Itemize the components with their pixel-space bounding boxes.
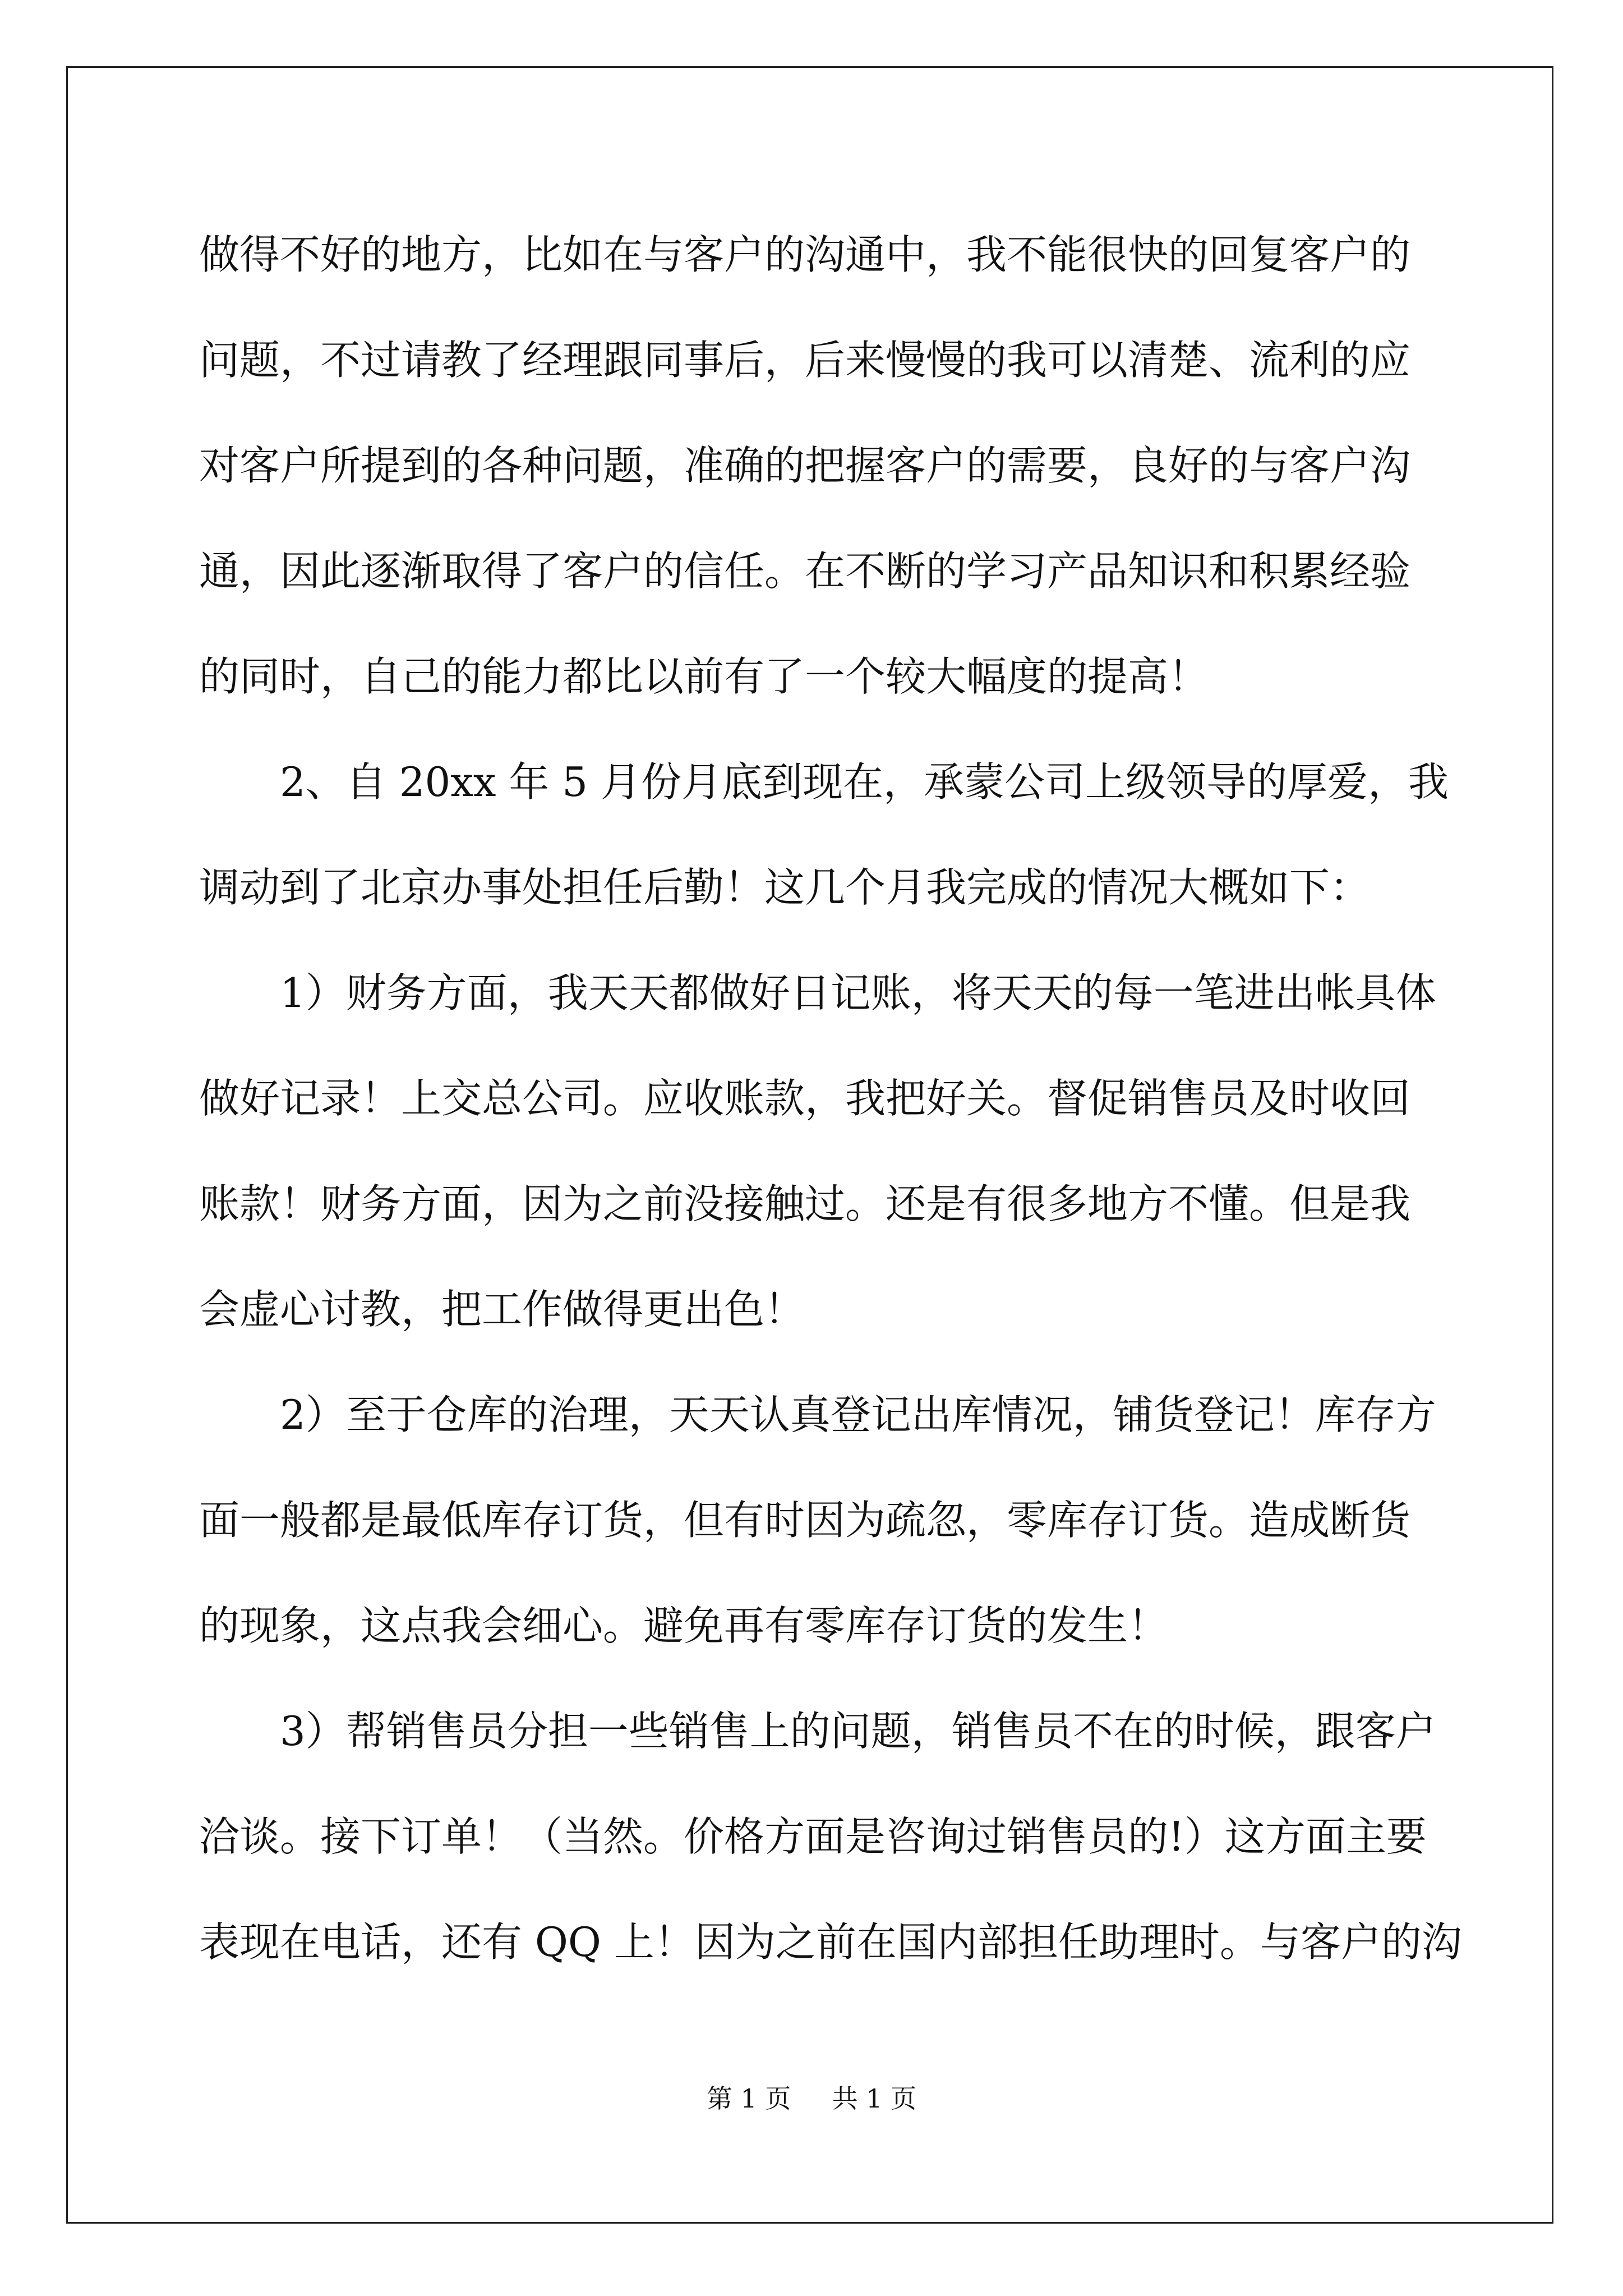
text-line: 对客户所提到的各种问题，准确的把握客户的需要，良好的与客户沟 (199, 442, 1411, 489)
paragraph-start-line: 2、自 20xx 年 5 月份月底到现在，承蒙公司上级领导的厚爱，我 (280, 758, 1449, 806)
text-line: 账款！财务方面，因为之前没接触过。还是有很多地方不懂。但是我 (199, 1180, 1411, 1227)
paragraph-start-line: 3）帮销售员分担一些销售上的问题，销售员不在的时候，跟客户 (280, 1708, 1436, 1755)
text-line: 调动到了北京办事处担任后勤！这几个月我完成的情况大概如下： (199, 864, 1371, 911)
page-total: 共 1 页 (832, 2083, 917, 2114)
page-number: 第 1 页 (706, 2083, 791, 2114)
text-line: 做得不好的地方，比如在与客户的沟通中，我不能很快的回复客户的 (199, 231, 1411, 278)
text-line: 洽谈。接下订单！（当然。价格方面是咨询过销售员的!）这方面主要 (199, 1813, 1427, 1860)
text-line: 表现在电话，还有 QQ 上！因为之前在国内部担任助理时。与客户的沟 (199, 1918, 1462, 1966)
text-line: 面一般都是最低库存订货，但有时因为疏忽，零库存订货。造成断货 (199, 1497, 1411, 1544)
page-footer (0, 2078, 1623, 2115)
document-body (199, 202, 1462, 1995)
text-line: 通，因此逐渐取得了客户的信任。在不断的学习产品知识和积累经验 (199, 547, 1411, 595)
text-line: 问题，不过请教了经理跟同事后，后来慢慢的我可以清楚、流利的应 (199, 337, 1411, 384)
paragraph-start-line: 1）财务方面，我天天都做好日记账，将天天的每一笔进出帐具体 (280, 969, 1436, 1016)
text-line: 做好记录！上交总公司。应收账款，我把好关。督促销售员及时收回 (199, 1075, 1411, 1122)
text-line: 会虚心讨教，把工作做得更出色！ (199, 1286, 805, 1333)
paragraph-start-line: 2）至于仓库的治理，天天认真登记出库情况，铺货登记！库存方 (280, 1391, 1436, 1438)
text-line: 的同时，自己的能力都比以前有了一个较大幅度的提高！ (199, 653, 1209, 700)
text-line: 的现象，这点我会细心。避免再有零库存订货的发生！ (199, 1602, 1169, 1649)
